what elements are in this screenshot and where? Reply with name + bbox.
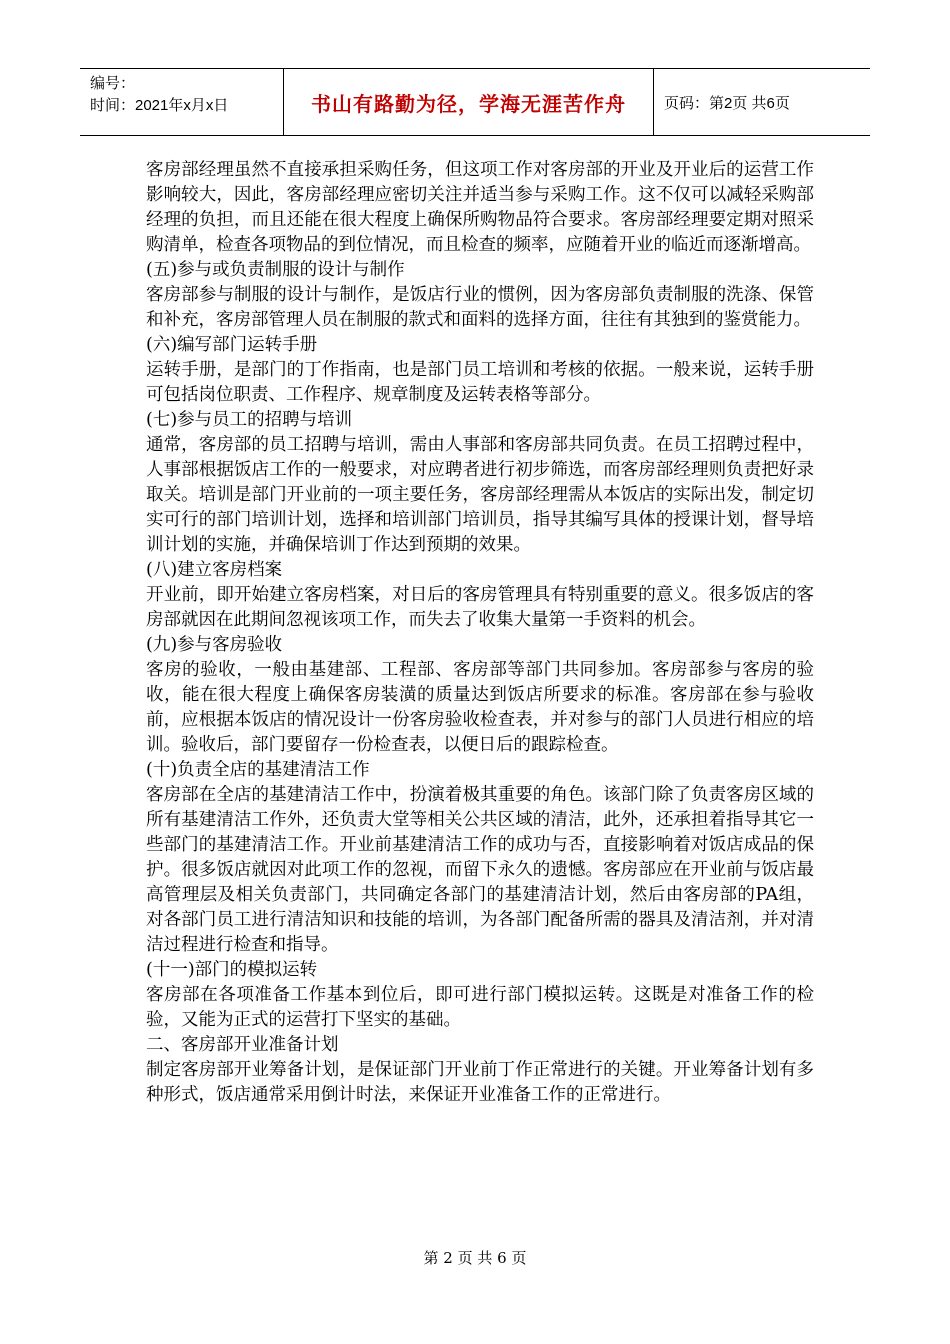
paragraph: 制定客房部开业筹备计划，是保证部门开业前丁作正常进行的关键。开业筹备计划有多种形式，饭店通常采用倒计时法，来保证开业准备工作的正常进行。 bbox=[146, 1060, 814, 1105]
time-label: 时间：2021年x月x日 bbox=[90, 97, 229, 114]
header-page-cell bbox=[654, 69, 870, 135]
section-heading: (八)建立客房档案 bbox=[146, 560, 283, 580]
paragraph: 客房部参与制服的设计与制作，是饭店行业的惯例，因为客房部负责制服的洗涤、保管和补充，客房部管理人员在制服的款式和面料的选择方面，往往有其独到的鉴赏能力。 bbox=[146, 285, 814, 330]
page-footer bbox=[0, 1247, 950, 1268]
header-info-cell bbox=[80, 69, 284, 135]
section-heading: (六)编写部门运转手册 bbox=[146, 335, 318, 355]
paragraph: 开业前，即开始建立客房档案，对日后的客房管理具有特别重要的意义。很多饭店的客房部就因在此期间忽视该项工作，而失去了收集大量第一手资料的机会。 bbox=[146, 585, 814, 630]
motto-text: 书山有路勤为径，学海无涯苦作舟 bbox=[311, 91, 626, 116]
paragraph: 客房部在全店的基建清洁工作中，扮演着极其重要的角色。该部门除了负责客房区域的所有基建清洁工作外，还负责大堂等相关公共区域的清洁，此外，还承担着指导其它一些部门的基建清洁工作。开业前基建清洁工作的成功与否，直接影响着对饭店成品的保护。很多饭店就因对此项工作的忽视，而留下永久的遗憾。客房部应在开业前与饭店最高管理层及相关负责部门，共同确定各部门的基建清洁计划，然后由客房部的PA组，对各部门员工进行清洁知识和技能的培训，为各部门配备所需的器具及清洁剂，并对清洁过程进行检查和指导。 bbox=[146, 785, 814, 955]
document-body bbox=[146, 158, 814, 1108]
footer-page-number: 第 2 页 共 6 页 bbox=[423, 1249, 527, 1267]
section-heading: (五)参与或负责制服的设计与制作 bbox=[146, 260, 405, 280]
paragraph: 通常，客房部的员工招聘与培训，需由人事部和客房部共同负责。在员工招聘过程中，人事部根据饭店工作的一般要求，对应聘者进行初步筛选，而客房部经理则负责把好录取关。培训是部门开业前的一项主要任务，客房部经理需从本饭店的实际出发，制定切实可行的部门培训计划，选择和培训部门培训员，指导其编写具体的授课计划，督导培训计划的实施，并确保培训丁作达到预期的效果。 bbox=[146, 435, 814, 555]
section-heading: (十一)部门的模拟运转 bbox=[146, 960, 318, 980]
number-label: 编号： bbox=[90, 75, 136, 92]
page-label: 页码：第2页 共6页 bbox=[664, 94, 790, 112]
paragraph: 运转手册，是部门的丁作指南，也是部门员工培训和考核的依据。一般来说，运转手册可包括岗位职责、工作程序、规章制度及运转表格等部分。 bbox=[146, 360, 814, 405]
section-heading: (七)参与员工的招聘与培训 bbox=[146, 410, 353, 430]
header-motto-cell bbox=[284, 69, 654, 135]
section-heading: (九)参与客房验收 bbox=[146, 635, 283, 655]
paragraph: 客房的验收，一般由基建部、工程部、客房部等部门共同参加。客房部参与客房的验收，能在很大程度上确保客房装潢的质量达到饭店所要求的标准。客房部在参与验收前，应根据本饭店的情况设计一份客房验收检查表，并对参与的部门人员进行相应的培训。验收后，部门要留存一份检查表，以便日后的跟踪检查。 bbox=[146, 660, 814, 755]
section-heading: (十)负责全店的基建清洁工作 bbox=[146, 760, 370, 780]
page-header bbox=[80, 68, 870, 136]
paragraph: 客房部经理虽然不直接承担采购任务，但这项工作对客房部的开业及开业后的运营工作影响较大，因此，客房部经理应密切关注并适当参与采购工作。这不仅可以减轻采购部经理的负担，而且还能在很大程度上确保所购物品符合要求。客房部经理要定期对照采购清单，检查各项物品的到位情况，而且检查的频率，应随着开业的临近而逐渐增高。 bbox=[146, 160, 814, 255]
paragraph: 客房部在各项准备工作基本到位后，即可进行部门模拟运转。这既是对准备工作的检验，又能为正式的运营打下坚实的基础。 bbox=[146, 985, 814, 1030]
section-heading: 二、客房部开业准备计划 bbox=[146, 1035, 339, 1055]
